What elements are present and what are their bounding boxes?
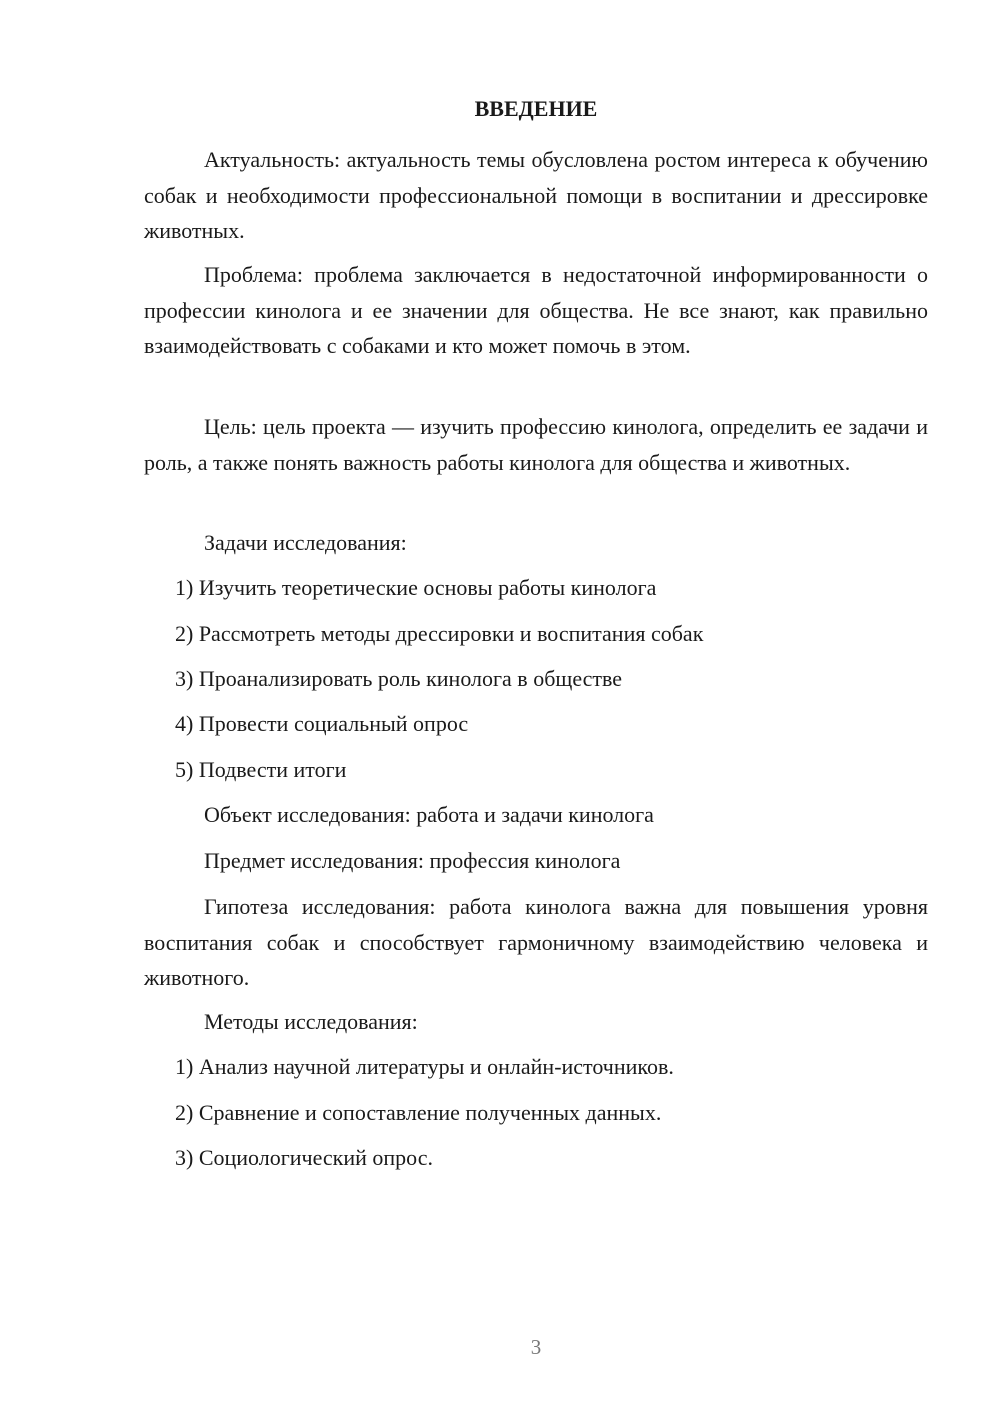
tasks-heading: Задачи исследования: bbox=[204, 530, 407, 555]
method-item: 3) Социологический опрос. bbox=[175, 1145, 433, 1170]
subject-line: Предмет исследования: профессия кинолога bbox=[204, 848, 621, 873]
object-line: Объект исследования: работа и задачи кинолога bbox=[204, 802, 654, 827]
method-item: 1) Анализ научной литературы и онлайн-источников. bbox=[175, 1054, 674, 1079]
page-number: 3 bbox=[530, 1335, 542, 1359]
hypothesis-paragraph: Гипотеза исследования: работа кинолога важна для повышения уровня воспитания собак и способствует гармоничному взаимодействию человека и животного. bbox=[144, 894, 928, 990]
relevance-paragraph: Актуальность: актуальность темы обусловлена ростом интереса к обучению собак и необходимости профессиональной помощи в воспитании и дрессировке животных. bbox=[144, 147, 928, 243]
task-item: 2) Рассмотреть методы дрессировки и воспитания собак bbox=[175, 621, 704, 646]
method-item: 2) Сравнение и сопоставление полученных данных. bbox=[175, 1100, 662, 1125]
task-item: 1) Изучить теоретические основы работы кинолога bbox=[175, 575, 657, 600]
goal-paragraph: Цель: цель проекта — изучить профессию кинолога, определить ее задачи и роль, а также понять важность работы кинолога для общества и животных. bbox=[144, 414, 928, 475]
task-item: 4) Провести социальный опрос bbox=[175, 711, 469, 736]
task-item: 3) Проанализировать роль кинолога в обществе bbox=[175, 666, 623, 691]
methods-heading: Методы исследования: bbox=[204, 1009, 418, 1034]
problem-paragraph: Проблема: проблема заключается в недостаточной информированности о профессии кинолога и ее значении для общества. Не все знают, как правильно взаимодействовать с собаками и кто может помочь в этом. bbox=[144, 262, 928, 358]
page-title: ВВЕДЕНИЕ bbox=[474, 96, 598, 121]
task-item: 5) Подвести итоги bbox=[175, 757, 347, 782]
